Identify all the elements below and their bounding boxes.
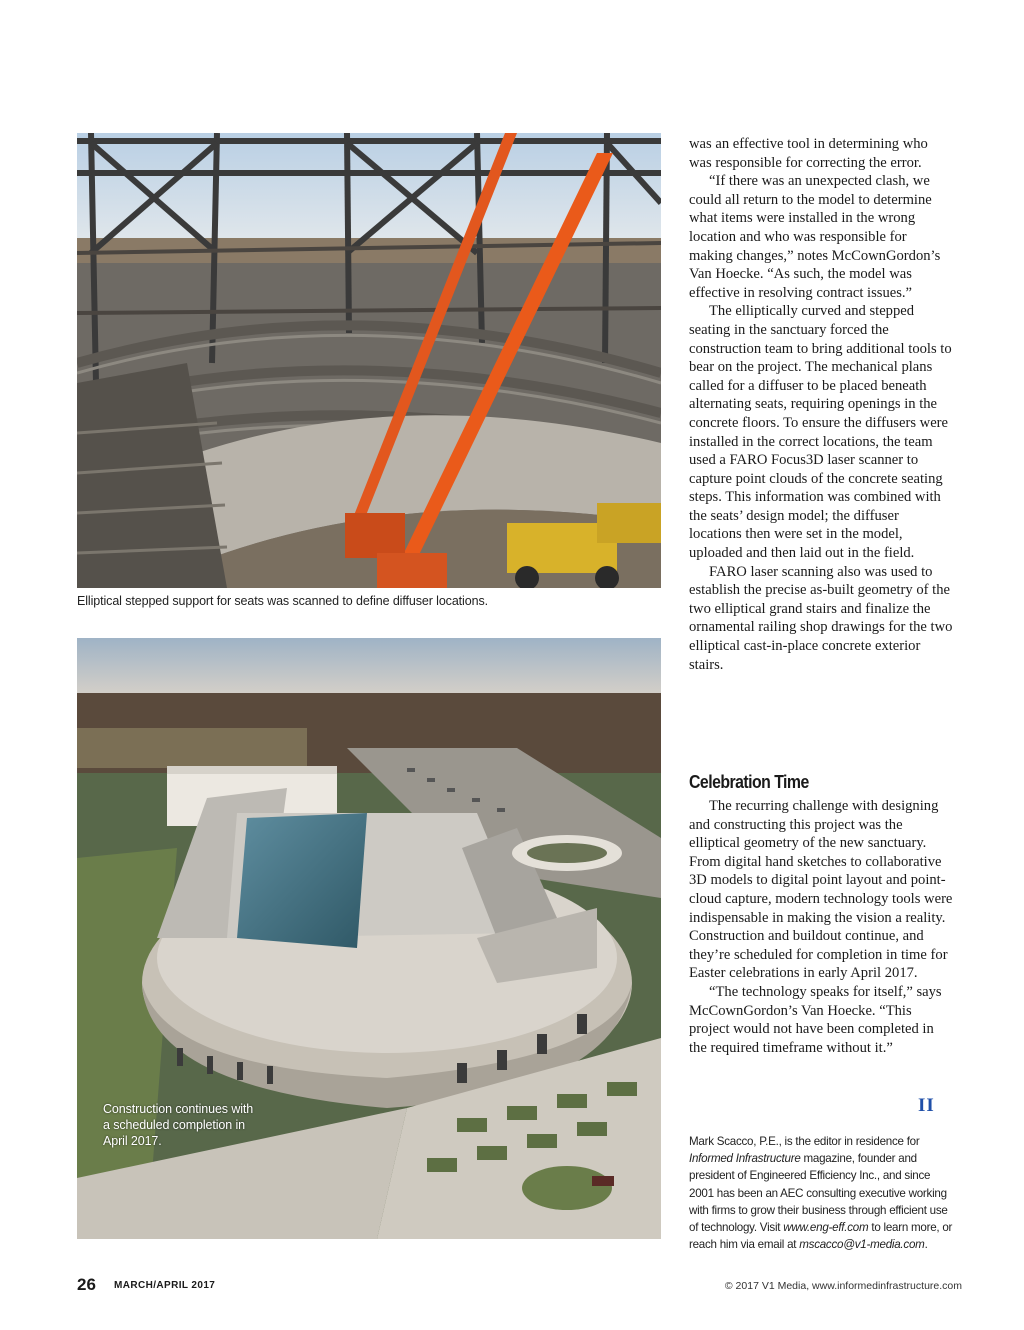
- paragraph: The elliptically curved and stepped seating in the sanctuary forced the construction team to bring additional tools to bear on the project. The mechanical plans called for a diffuser to be placed beneath alternating seats, requiring openings in the concrete floors. To ensure the diffusers were installed in the correct locations, the team used a FARO Focus3D laser scanner to capture point clouds of the concrete seating steps. This information was combined with the seats’ design model; the diffuser locations then were set in the model, uploaded and then laid out in the field.: [689, 303, 952, 562]
- paragraph: “The technology speaks for itself,” says McCownGordon’s Van Hoecke. “This project would not have been completed in the required timeframe without it.”: [689, 983, 942, 1056]
- bio-text: to learn more, or reach him via email at: [689, 1221, 953, 1252]
- article-column-top: [689, 135, 954, 674]
- paragraph: was an effective tool in determining who was responsible for correcting the error.: [689, 136, 928, 171]
- article-column-bottom: [689, 797, 954, 1057]
- construction-photo: [77, 133, 661, 588]
- author-bio: [689, 1133, 957, 1253]
- magazine-name: Informed Infrastructure: [689, 1152, 801, 1166]
- bio-text: Mark Scacco, P.E., is the editor in residence for: [689, 1135, 920, 1148]
- photo-caption-overlay: Construction continues with a scheduled completion in April 2017.: [103, 1102, 254, 1148]
- issue-date: MARCH/APRIL 2017: [114, 1280, 216, 1291]
- section-heading: Celebration Time: [689, 772, 809, 792]
- paragraph: “If there was an unexpected clash, we could all return to the model to determine what items were installed in the wrong location and who was responsible for making changes,” notes McCownGordon’s Van Hoecke. “As such, the model was effective in resolving contract issues.”: [689, 173, 941, 301]
- website-link[interactable]: www.eng-eff.com: [783, 1221, 869, 1235]
- paragraph: The recurring challenge with designing and constructing this project was the elliptical geometry of the new sanctuary. From digital hand sketches to collaborative 3D models to digital point layout and point-cloud capture, modern technology tools were indispensable in making the vision a reality. Construction and buildout continue, and they’re scheduled for completion in time for Easter celebrations in early April 2017.: [689, 798, 953, 982]
- photo-caption: Elliptical stepped support for seats was scanned to define diffuser locations.: [77, 594, 488, 608]
- email-link[interactable]: mscacco@v1-media.com: [799, 1238, 925, 1252]
- end-mark-logo: II: [918, 1095, 935, 1116]
- paragraph: FARO laser scanning also was used to establish the precise as-built geometry of the two elliptical grand stairs and finalize the ornamental railing shop drawings for the two elliptical cast-in-place concrete exterior stairs.: [689, 563, 953, 673]
- bio-text: magazine, founder and president of Engineered Efficiency Inc., and since 2001 has been an AEC consulting executive working with firms to grow their business through efficient use of technology. Visit: [689, 1152, 948, 1235]
- bio-text: .: [924, 1238, 928, 1252]
- copyright-notice: © 2017 V1 Media, www.informedinfrastructure.com: [724, 1280, 962, 1292]
- page-number: 26: [77, 1275, 96, 1294]
